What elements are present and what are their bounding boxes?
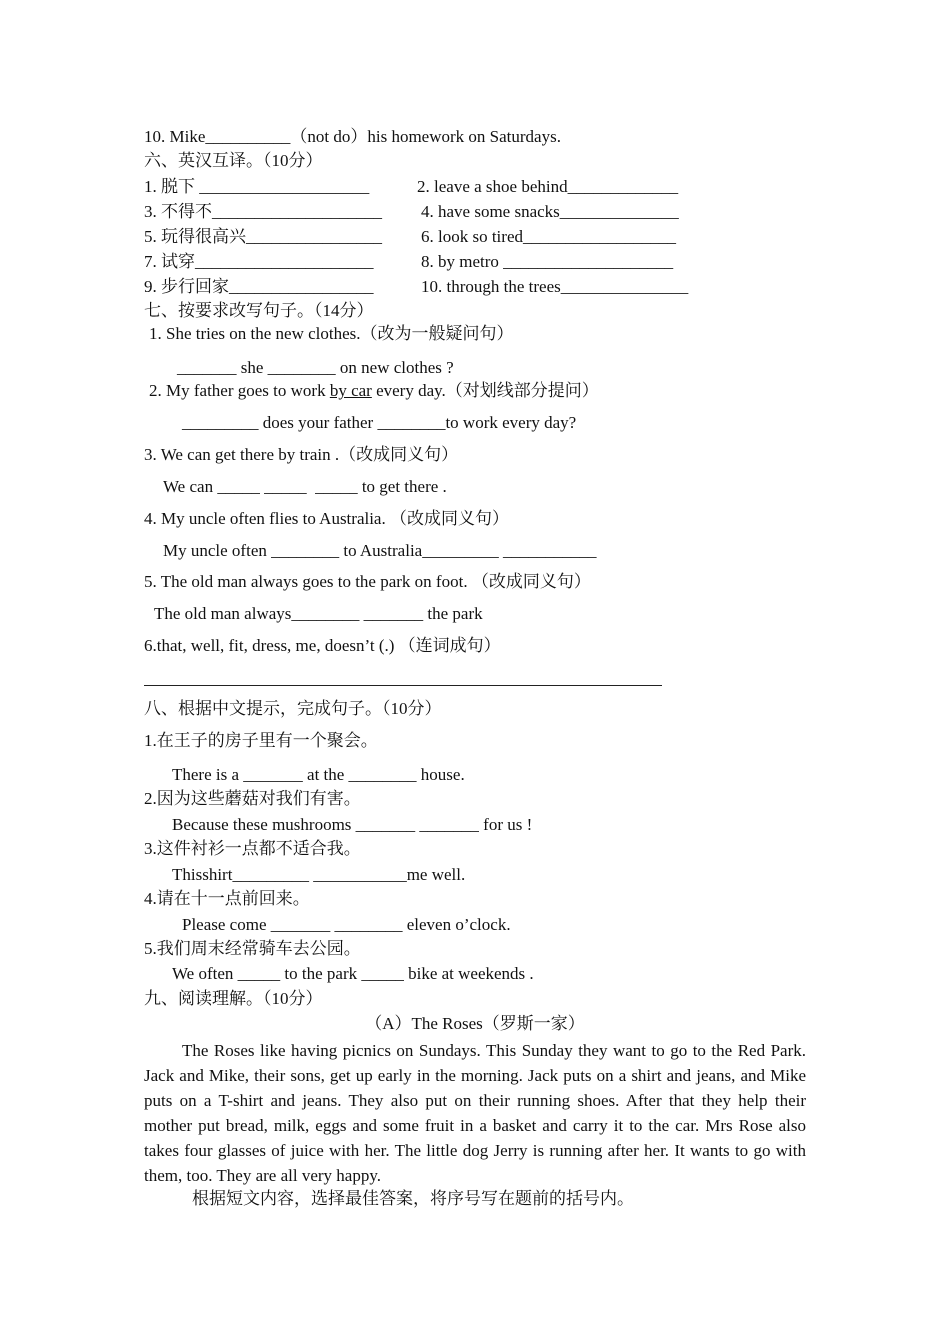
translation-item-1: 1. 脱下 ____________________	[144, 177, 370, 196]
reading-passage: The Roses like having picnics on Sundays. This Sunday they want to go to the Red Park. Jack and Mike, their sons, get up early in the morning. Jack puts on a shirt and jeans, and Mike puts on a T-shirt and jeans. They also put on their running shoes. After that they help their mother put bread, milk, eggs and some fruit in a basket and carry it to the car. Mrs Rose also takes four glasses of juice with her. The little dog Jerry is running after her. It wants to go with them, too. They are all very happy.	[144, 1041, 806, 1185]
completion-prompt-4: 4.请在十一点前回来。	[144, 889, 310, 908]
completion-sentence-1: There is a _______ at the ________ house.	[172, 765, 465, 784]
translation-item-6: 6. look so tired__________________	[421, 227, 676, 246]
completion-sentence-4: Please come _______ ________ eleven o’clock.	[182, 915, 511, 934]
completion-prompt-3: 3.这件衬衫一点都不适合我。	[144, 839, 361, 858]
passage-title: （A）The Roses（罗斯一家）	[365, 1014, 585, 1033]
reading-instruction: 根据短文内容，选择最佳答案，将序号写在题前的括号内。	[192, 1189, 634, 1208]
underlined-phrase: by car	[329, 381, 372, 400]
rewrite-question-2	[149, 380, 599, 402]
rewrite-answer-2: _________ does your father ________to work every day?	[182, 413, 577, 432]
completion-prompt-1: 1.在王子的房子里有一个聚会。	[144, 731, 378, 750]
answer-line	[144, 685, 662, 686]
translation-item-3: 3. 不得不____________________	[144, 202, 382, 221]
rewrite-answer-5: The old man always________ _______ the park	[154, 604, 483, 623]
translation-item-10: 10. through the trees_______________	[421, 277, 689, 296]
rewrite-question-1: 1. She tries on the new clothes.（改为一般疑问句）	[149, 324, 514, 343]
rewrite-answer-1: _______ she ________ on new clothes ?	[177, 358, 454, 377]
translation-item-9: 9. 步行回家_________________	[144, 277, 374, 296]
translation-item-4: 4. have some snacks______________	[421, 202, 679, 221]
translation-item-5: 5. 玩得很高兴________________	[144, 227, 382, 246]
section-8-heading: 八、根据中文提示，完成句子。（10分）	[144, 699, 442, 718]
rewrite-answer-4: My uncle often ________ to Australia_________ ___________	[163, 541, 597, 560]
section-7-heading: 七、按要求改写句子。（14分）	[144, 301, 374, 320]
rewrite-question-2-end: every day.（对划线部分提问）	[371, 381, 599, 400]
rewrite-question-5: 5. The old man always goes to the park on foot. （改成同义句）	[144, 572, 591, 591]
completion-prompt-2: 2.因为这些蘑菇对我们有害。	[144, 789, 361, 808]
rewrite-answer-3: We can _____ _____ _____ to get there .	[163, 477, 447, 496]
completion-sentence-3: Thisshirt_________ ___________me well.	[172, 865, 466, 884]
exercise-item-10: 10. Mike__________（not do）his homework on Saturdays.	[144, 127, 561, 146]
section-9-heading: 九、阅读理解。（10分）	[144, 989, 323, 1008]
translation-item-7: 7. 试穿_____________________	[144, 252, 374, 271]
translation-item-2: 2. leave a shoe behind_____________	[417, 177, 679, 196]
rewrite-question-4: 4. My uncle often flies to Australia. （改成同义句）	[144, 509, 509, 528]
section-6-heading: 六、英汉互译。（10分）	[144, 151, 323, 170]
rewrite-question-6: 6.that, well, fit, dress, me, doesn’t (.) （连词成句）	[144, 636, 501, 655]
rewrite-question-2-start: 2. My father goes to work	[149, 381, 330, 400]
translation-item-8: 8. by metro ____________________	[421, 252, 674, 271]
completion-sentence-5: We often _____ to the park _____ bike at weekends .	[172, 964, 534, 983]
completion-sentence-2: Because these mushrooms _______ _______ for us !	[172, 815, 533, 834]
completion-prompt-5: 5.我们周末经常骑车去公园。	[144, 939, 361, 958]
rewrite-question-3: 3. We can get there by train .（改成同义句）	[144, 445, 459, 464]
